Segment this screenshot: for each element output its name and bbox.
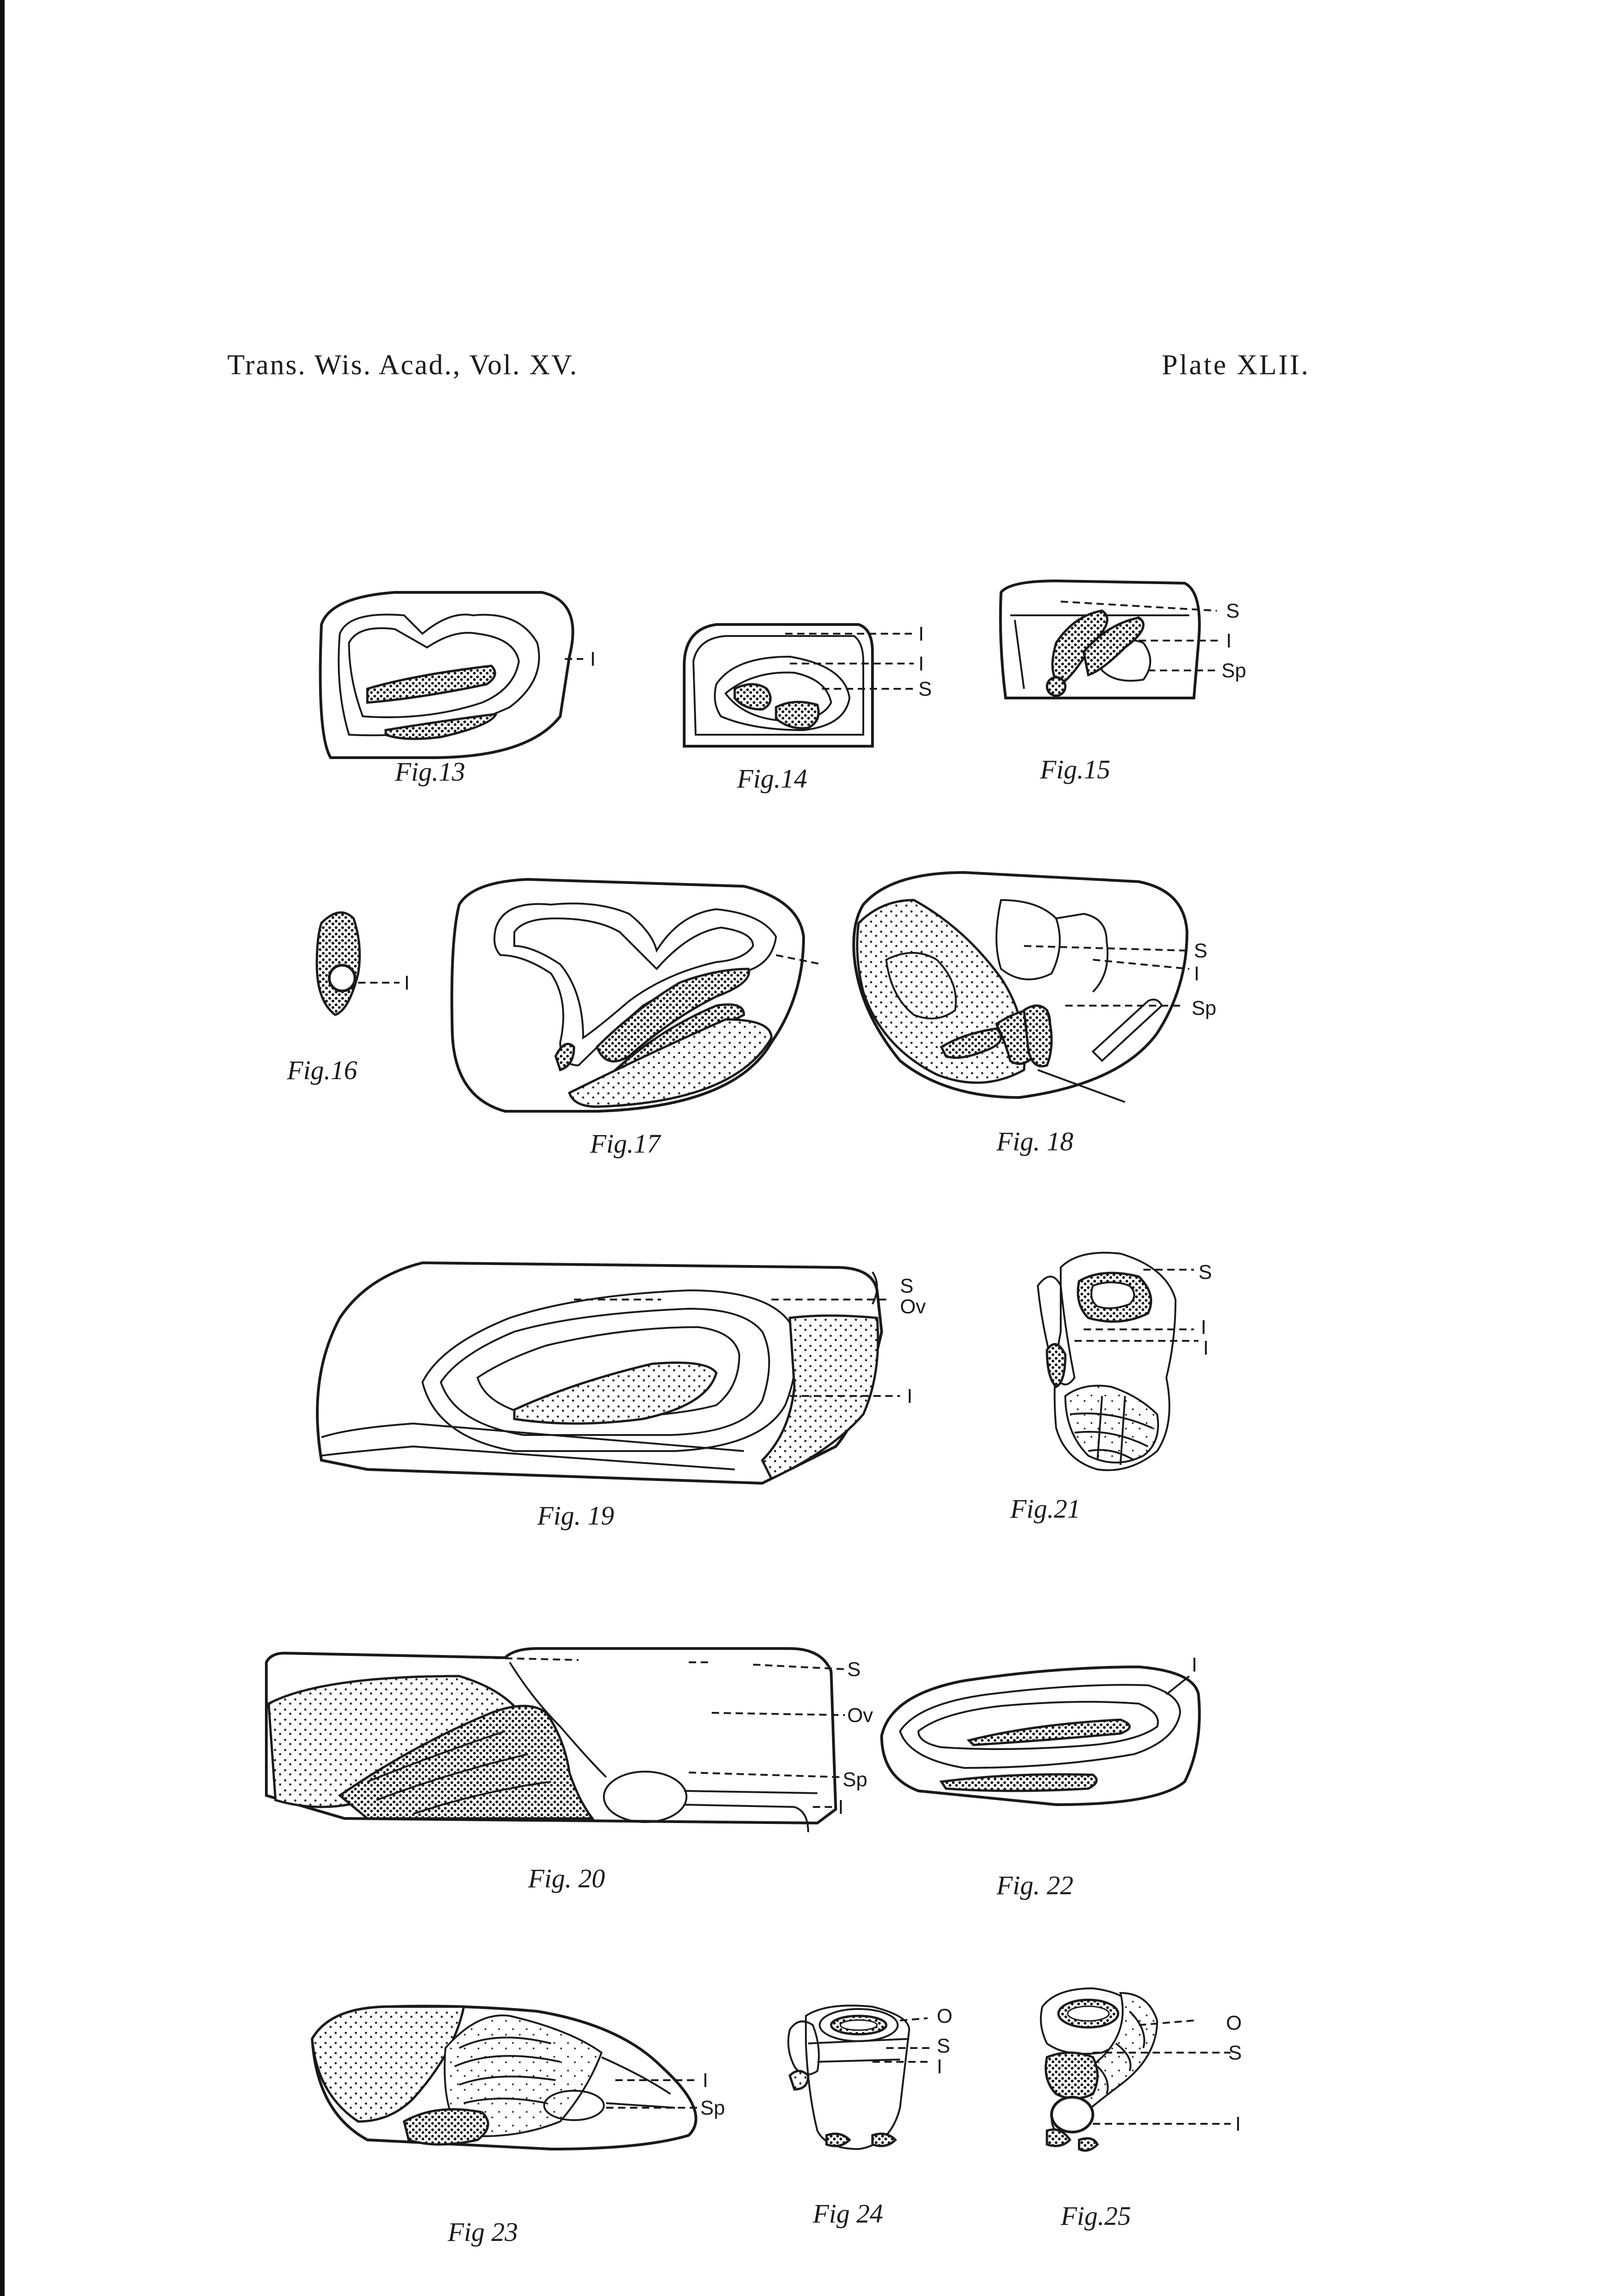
fig25-caption: Fig.25 — [1061, 2201, 1131, 2231]
fig21-label-s: S — [1198, 1261, 1212, 1283]
fig18-label-sp: Sp — [1192, 997, 1216, 1019]
fig22-label-i: I — [1192, 1654, 1198, 1676]
fig15-label-sp: Sp — [1221, 659, 1246, 682]
figure-24 — [788, 2006, 932, 2150]
fig16-label-i: I — [404, 972, 410, 994]
figure-23 — [312, 2006, 698, 2149]
fig21-label-i-upper: I — [1201, 1316, 1207, 1339]
fig15-label-s: S — [1226, 600, 1240, 622]
figure-18 — [854, 872, 1189, 1102]
figure-13 — [321, 592, 584, 758]
figure-14 — [684, 625, 914, 746]
fig15-label-i: I — [1226, 630, 1232, 652]
fig19-label-ov: Ov — [900, 1295, 926, 1318]
figure-21 — [1038, 1253, 1198, 1470]
fig18-caption: Fig. 18 — [996, 1126, 1074, 1156]
fig19-caption: Fig. 19 — [537, 1501, 614, 1531]
fig20-label-s: S — [847, 1658, 861, 1681]
figure-15 — [1001, 581, 1221, 698]
figure-16 — [317, 912, 399, 1015]
fig25-label-s: S — [1228, 2042, 1242, 2064]
fig20-label-ov: Ov — [847, 1704, 873, 1727]
fig18-label-s: S — [1194, 940, 1208, 962]
fig23-caption: Fig 23 — [448, 2217, 518, 2247]
fig22-caption: Fig. 22 — [996, 1870, 1074, 1900]
journal-header: Trans. Wis. Acad., Vol. XV. — [227, 349, 579, 381]
plate-number: Plate XLII. — [1162, 349, 1310, 381]
fig13-label-i: I — [590, 648, 596, 670]
figure-17 — [452, 879, 822, 1111]
fig21-label-i-lower: I — [1203, 1337, 1209, 1359]
fig20-caption: Fig. 20 — [528, 1863, 605, 1893]
fig19-label-i: I — [907, 1385, 913, 1407]
fig20-label-sp: Sp — [843, 1768, 867, 1791]
figure-19 — [317, 1263, 900, 1483]
fig24-label-s: S — [937, 2035, 951, 2057]
fig13-caption: Fig.13 — [395, 757, 466, 787]
fig18-label-i: I — [1194, 962, 1200, 985]
fig25-label-o: O — [1226, 2012, 1242, 2034]
fig14-label-s: S — [918, 678, 932, 700]
fig19-label-s: S — [900, 1275, 914, 1297]
fig15-caption: Fig.15 — [1040, 754, 1111, 784]
fig14-label-i-upper: I — [918, 623, 924, 645]
fig14-caption: Fig.14 — [737, 764, 808, 793]
fig24-caption: Fig 24 — [813, 2199, 883, 2228]
fig24-label-o: O — [937, 2005, 953, 2027]
fig24-label-i: I — [937, 2055, 943, 2078]
figure-22 — [882, 1667, 1199, 1805]
figure-25 — [1041, 1988, 1231, 2150]
fig21-caption: Fig.21 — [1010, 1494, 1081, 1524]
fig20-label-i: I — [838, 1796, 844, 1818]
fig16-caption: Fig.16 — [287, 1055, 358, 1085]
figure-20 — [266, 1649, 845, 1832]
fig23-label-sp: Sp — [700, 2097, 725, 2119]
fig14-label-i-lower: I — [918, 653, 924, 675]
fig23-label-i: I — [703, 2069, 709, 2092]
fig17-caption: Fig.17 — [590, 1129, 661, 1159]
fig25-label-i: I — [1235, 2113, 1241, 2135]
